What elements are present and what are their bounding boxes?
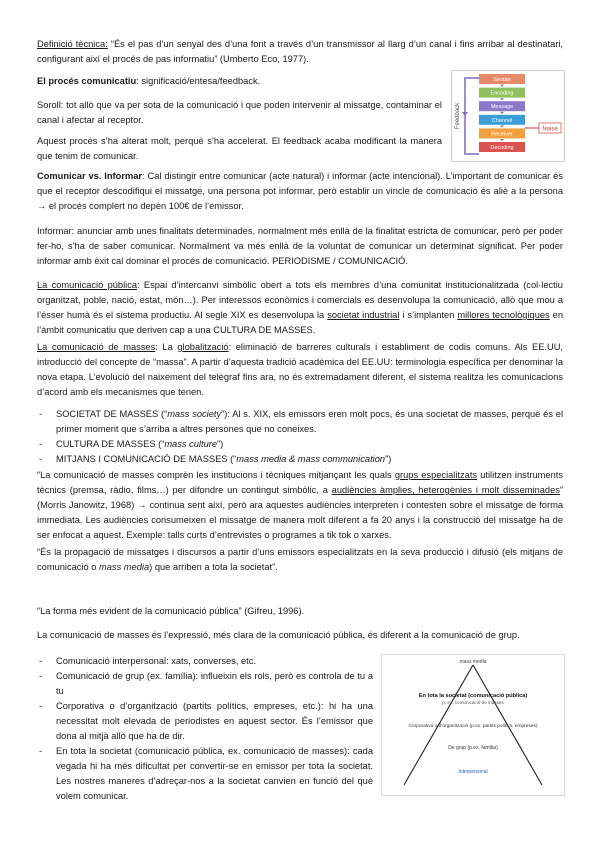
noise-label: Noise <box>542 126 558 133</box>
masses-concepts-list <box>37 407 563 467</box>
paragraph-feedback: Aquest procés s’ha alterat molt, perquè s’ha accelerat. El feedback acaba modificant la manera que tenim de comunicar. <box>37 136 442 161</box>
list-item: - Comunicació interpersonal: xats, converses, etc. <box>37 654 373 669</box>
step-label-channel: Channel <box>491 117 513 124</box>
term-comunicacio-de-masses: La comunicació de masses <box>37 342 156 352</box>
list-item: - Corporativa o d’organització (partits polítics, empreses, etc.): hi ha una necessitat molt elevada de periodistes en aquest sector. És l’emissor que dona al mitjà allò que ha de dir. <box>37 699 373 744</box>
level-grup: De grup (p.ex. família) <box>448 745 498 751</box>
communication-pyramid-diagram <box>381 654 565 796</box>
paragraph-definicio-tecnica: Definició tècnica: “És el pas d’un senyal des d’una font a través d’un transmissor al llarg d’un canal i fins arribar al destinatari, configurant així el procés de pas informatiu” (Umberto Eco, 1977). <box>37 39 564 64</box>
paragraph-janowitz-quote: “La comunicació de masses comprèn les institucions i tècniques mitjançant les quals grups especialitzats utilitzen instruments tècnics (premsa, ràdio, films…) per difondre un contingut simbòlic, a audiències àmplies, heterogènies i molt disseminades” (Morris Janowitz, 1968) → continua sent així, però ara aquestes audiències interpreten i contesten sobre el missatge de forma immediata. Les audiències consumeixen el missatge de manera molt diferent a fa 20 anys i la construcció del missatge ha de ser enfocat a aquest. Exemple: talls curts d’entrevistes o programes a tik tok o xarxes. <box>37 470 564 540</box>
list-item: - Comunicació de grup (ex. família): influeixin els rols, però es controla de tu a tu <box>37 669 373 699</box>
list-item: - CULTURA DE MASSES (“mass culture”) <box>37 437 563 452</box>
paragraph-informar: Informar: anunciar amb unes finalitats determinades, normalment més enllà de la finalitat estricta de comunicar, però per poder fer-ho, s’ha de saber comunicar. Normalment va més enllà de la voluntat de comunicar un determinat significat. Per poder informar amb èxit cal dominar el procés de comunicació. PERIODISME / COMUNICACIÓ. <box>37 226 563 266</box>
step-label-message: Message <box>490 104 514 111</box>
list-item: - En tota la societat (comunicació pública, ex. comunicació de masses): cada vegada hi ha més dificultat per convertir-se en emissor per tota la societat. Les nostres maneres d’adreçar-nos a la societat canvien en funció del què volem comunicar. <box>37 744 373 804</box>
list-item: - MITJANS I COMUNICACIÓ DE MASSES (“mass media & mass communication”) <box>37 452 563 467</box>
paragraph-comunicacio-de-masses: La comunicació de masses: La globalització: eliminació de barreres culturals i establiment de codis comuns. Als EE.UU, introducció del concepte de “massa”. A partir d’aquesta tradició acadèmica del EE.UU: terminologia específica per denominar la nova etapa. L’evolució del naixement del telègraf fins ara, no és extremadament diferent, el sistema realitza les comunicacions d’acord amb els mecanismes que tenen. <box>37 342 563 397</box>
term-definicio-tecnica: Definició tècnica: <box>37 39 108 49</box>
level-corporativa: Corporativa o d’organització (p.ex. partits polítics, empreses) <box>408 724 538 729</box>
communication-levels-list <box>37 654 373 804</box>
term-comunicar-vs-informar: Comunicar vs. Informar <box>37 171 143 181</box>
step-label-encoding: Encoding <box>490 90 514 97</box>
list-item: - SOCIETAT DE MASSES (“mass society”): Al s. XIX, els emissors eren molt pocs, és una societat de masses, perquè és el primer moment que s’arriba a altres persones que no coneixes. <box>37 407 563 437</box>
level-societat-example: p. ex. comunicació de masses <box>442 700 504 705</box>
paragraph-gifreu-quote: “La forma més evident de la comunicació pública” (Gifreu, 1996). <box>37 606 305 616</box>
term-comunicacio-publica: La comunicació pública <box>37 280 138 290</box>
feedback-label: Feedback <box>455 102 461 130</box>
step-label-decoding: Decoding <box>490 145 514 151</box>
step-label-receiver: Receiver <box>491 131 513 138</box>
paragraph-soroll: Soroll: tot allò que va per sota de la comunicació i que poden intervenir al missatge, contaminar el canal i afectar al receptor. <box>37 100 442 125</box>
paragraph-masses-vs-grup: La comunicació de masses és l’expressió, més clara de la comunicació pública, és diferent a la comunicació de grup. <box>37 630 520 640</box>
paragraph-comunicacio-publica: La comunicació pública: Espai d’intercanvi simbòlic obert a tots els membres d’una comunitat institucionalitzada (col·lectiu organitzat, poble, nació, estat, món…). Per interessos econòmics i comercials es desenvolupa la comunicació, allò que mou a l’ésser humà és el sistema productiu. Al segle XIX es desenvolupa la societat industrial i s’implanten millores tecnològiques en l’àmbit comunicatiu que deriven cap a una CULTURA DE MASSES. <box>37 280 563 335</box>
level-societat: En tota la societat (comunicació pública) <box>418 693 528 699</box>
paragraph-propagacio-missatges: “És la propagació de missatges i discursos a partir d’uns emissors especialitzats en la seva producció i difusió (els mitjans de comunicació o mass media) que arriben a tota la societat”. <box>37 547 563 572</box>
level-mass-media: mass media <box>459 659 487 665</box>
term-proces-comunicatiu: El procés comunicatiu <box>37 76 137 86</box>
level-interpersonal: Interpersonal <box>458 769 488 775</box>
paragraph-comunicar-vs-informar: Comunicar vs. Informar: Cal distingir entre comunicar (acte natural) i informar (acte intencional). L’important de comunicar és que el receptor descodifiqui el missatge, una persona pot informar, però establir un vincle de comunicació és aliè a la persona → el procés complert no depèn 100€ de l’emissor. <box>37 171 564 211</box>
step-label-sender: Sender <box>493 77 511 83</box>
communication-process-diagram <box>451 70 565 162</box>
paragraph-proces-comunicatiu: El procés comunicatiu: significació/entesa/feedback. <box>37 76 261 86</box>
